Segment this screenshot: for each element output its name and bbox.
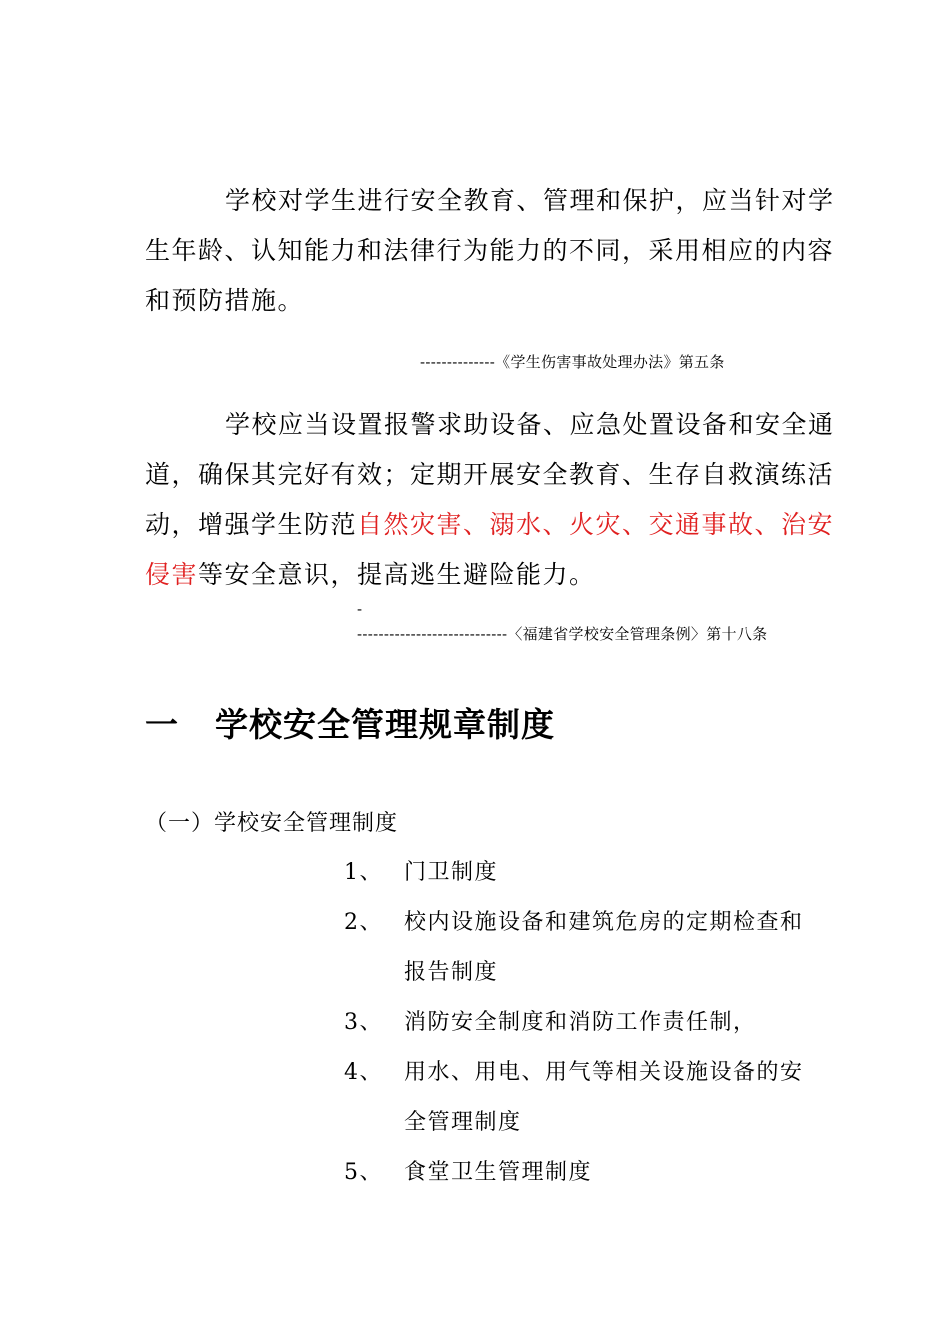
quote-2-source: ----------------------------〈福建省学校安全管理条例〉第十八条 [357,625,768,643]
regulation-list [344,848,814,1198]
list-item [344,1048,814,1148]
quote-2-dash: - [357,600,363,618]
list-item-text: 食堂卫生管理制度 [404,1160,593,1185]
list-item-number: 2、 [344,910,383,935]
list-item-text: 校内设施设备和建筑危房的定期检查和报告制度 [404,910,804,985]
list-item [344,998,814,1048]
subsection-heading: （一）学校安全管理制度 [145,811,399,836]
list-item [344,898,814,998]
list-item [344,848,814,898]
section-number: 一 [145,705,179,744]
quote-paragraph-1 [145,176,845,326]
quote-1-text: 学校对学生进行安全教育、管理和保护，应当针对学生年龄、认知能力和法律行为能力的不同，采用相应的内容和预防措施。 [145,186,835,315]
list-item-number: 1、 [344,860,383,885]
list-item-text: 消防安全制度和消防工作责任制， [404,1010,757,1035]
quote-2-text-before: 学校应当设置报警求助设备、应急处置设备和安全通道，确保其完好有效；定期开展安全教育、生存自救演练活动，增强学生防范 [145,410,835,539]
list-item-text: 用水、用电、用气等相关设施设备的安全管理制度 [404,1060,804,1135]
list-item-text: 门卫制度 [404,860,499,885]
quote-paragraph-2 [145,400,845,600]
quote-2-text-after: 等安全意识，提高逃生避险能力。 [198,560,596,589]
section-title: 学校安全管理规章制度 [215,705,555,744]
list-item-number: 3、 [344,1010,383,1035]
list-item [344,1148,814,1198]
quote-1-source: --------------《学生伤害事故处理办法》第五条 [420,353,725,371]
quote-2-highlight: 自然灾害、溺水、火灾、交通事故、治安侵害 [145,510,835,589]
section-heading [145,700,555,750]
list-item-number: 4、 [344,1060,383,1085]
list-item-number: 5、 [344,1160,383,1185]
